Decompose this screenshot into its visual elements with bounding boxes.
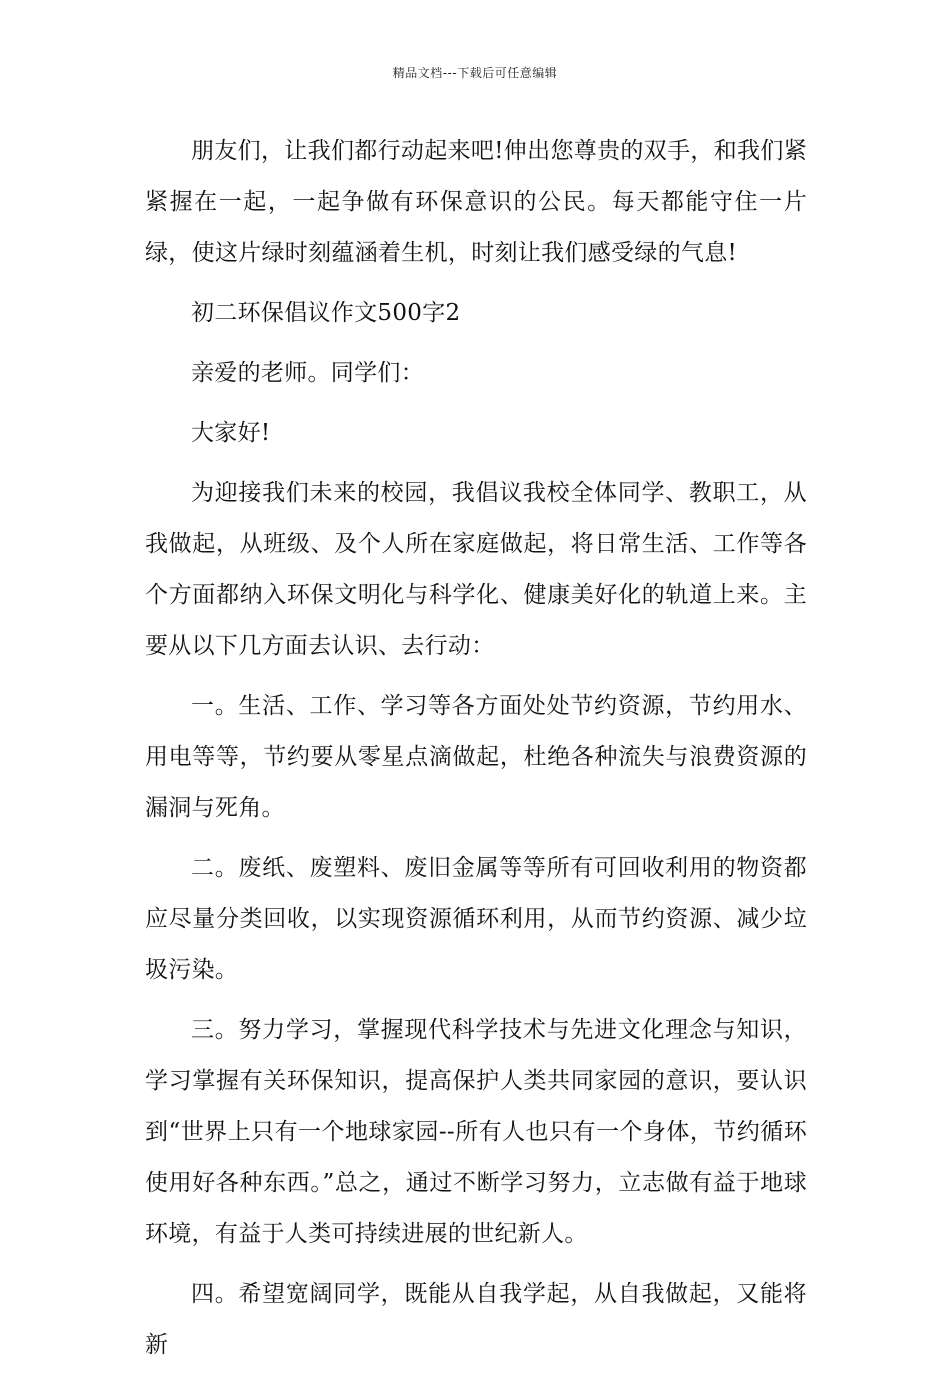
paragraph-point-two: 二。废纸、废塑料、废旧金属等等所有可回收利用的物资都应尽量分类回收，以实现资源循环利用，从而节约资源、减少垃圾污染。 bbox=[145, 855, 807, 983]
paragraph-intro: 为迎接我们未来的校园，我倡议我校全体同学、教职工，从我做起，从班级、及个人所在家庭做起，将日常生活、工作等各个方面都纳入环保文明化与科学化、健康美好化的轨道上来。主要从以下几方面去认识、去行动： bbox=[145, 480, 807, 659]
greeting: 大家好! bbox=[191, 420, 271, 446]
essay-title: 初二环保倡议作文500字2 bbox=[191, 300, 461, 326]
salutation: 亲爱的老师。同学们： bbox=[191, 360, 424, 386]
paragraph-call-to-action: 朋友们，让我们都行动起来吧!伸出您尊贵的双手，和我们紧紧握在一起，一起争做有环保意识的公民。每天都能守住一片绿，使这片绿时刻蕴涵着生机，时刻让我们感受绿的气息! bbox=[145, 138, 807, 266]
document-body bbox=[145, 126, 807, 1380]
paragraph-point-three: 三。努力学习，掌握现代科学技术与先进文化理念与知识，学习掌握有关环保知识，提高保护人类共同家园的意识，要认识到“世界上只有一个地球家园--所有人也只有一个身体，节约循环使用好各种东西。”总之，通过不断学习努力，立志做有益于地球环境，有益于人类可持续进展的世纪新人。 bbox=[145, 1017, 807, 1247]
paragraph-point-four: 四。希望宽阔同学，既能从自我学起，从自我做起，又能将新 bbox=[145, 1281, 807, 1358]
page-header: 精品文档---下载后可任意编辑 bbox=[392, 66, 558, 80]
paragraph-point-one: 一。生活、工作、学习等各方面处处节约资源，节约用水、用电等等，节约要从零星点滴做起，杜绝各种流失与浪费资源的漏洞与死角。 bbox=[145, 693, 807, 821]
